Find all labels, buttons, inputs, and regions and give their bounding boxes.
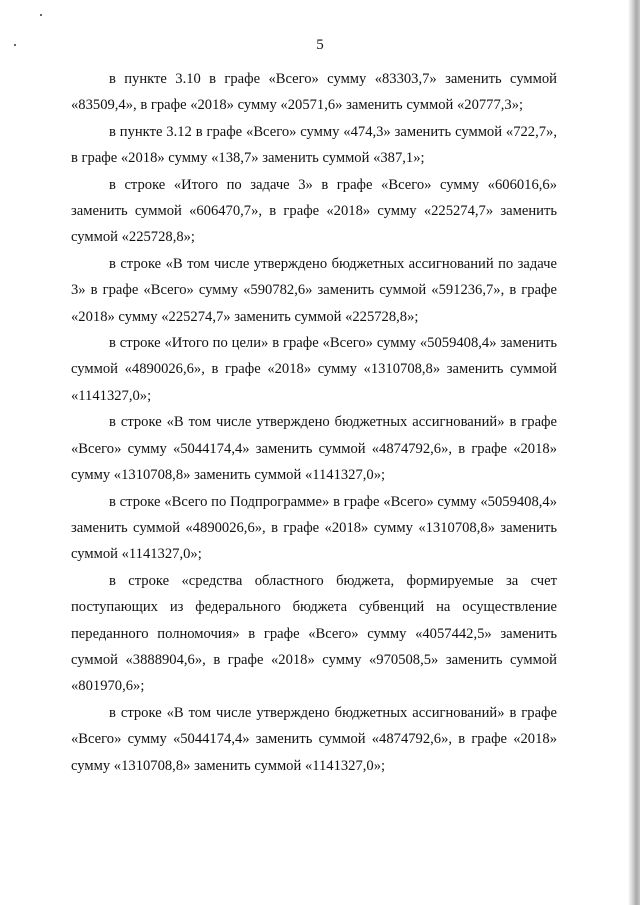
scan-edge-shadow xyxy=(628,0,640,905)
paragraph: в строке «В том числе утверждено бюджетных ассигнований» в графе «Всего» сумму «5044174,4» заменить суммой «4874792,6», в графе «2018» сумму «1310708,8» заменить суммой «1141327,0»; xyxy=(71,414,557,484)
paragraph: в пункте 3.12 в графе «Всего» сумму «474,3» заменить суммой «722,7», в графе «2018» сумму «138,7» заменить суммой «387,1»; xyxy=(71,123,557,167)
paragraph: в строке «Итого по задаче 3» в графе «Всего» сумму «606016,6» заменить суммой «606470,7», в графе «2018» сумму «225274,7» заменить суммой «225728,8»; xyxy=(71,176,557,246)
scan-speck xyxy=(40,14,42,16)
paragraph: в пункте 3.10 в графе «Всего» сумму «83303,7» заменить суммой «83509,4», в графе «2018» сумму «20571,6» заменить суммой «20777,3»; xyxy=(71,71,557,114)
document-body xyxy=(71,66,557,779)
paragraph: в строке «Всего по Подпрограмме» в графе «Всего» сумму «5059408,4» заменить суммой «4890026,6», в графе «2018» сумму «1310708,8» заменить суммой «1141327,0»; xyxy=(71,493,557,563)
paragraph: в строке «средства областного бюджета, формируемые за счет поступающих из федерального бюджета субвенций на осуществление переданного полномочия» в графе «Всего» сумму «4057442,5» заменить суммой «3888904,6», в графе «2018» сумму «970508,5» заменить суммой «801970,6»; xyxy=(71,572,557,695)
paragraph: в строке «В том числе утверждено бюджетных ассигнований по задаче 3» в графе «Всего» сумму «590782,6» заменить суммой «591236,7», в графе «2018» сумму «225274,7» заменить суммой «225728,8»; xyxy=(71,255,557,325)
paragraph: в строке «В том числе утверждено бюджетных ассигнований» в графе «Всего» сумму «5044174,4» заменить суммой «4874792,6», в графе «2018» сумму «1310708,8» заменить суммой «1141327,0»; xyxy=(71,704,557,774)
page-number: 5 xyxy=(316,37,324,53)
paragraph: в строке «Итого по цели» в графе «Всего» сумму «5059408,4» заменить суммой «4890026,6», в графе «2018» сумму «1310708,8» заменить суммой «1141327,0»; xyxy=(71,335,557,404)
